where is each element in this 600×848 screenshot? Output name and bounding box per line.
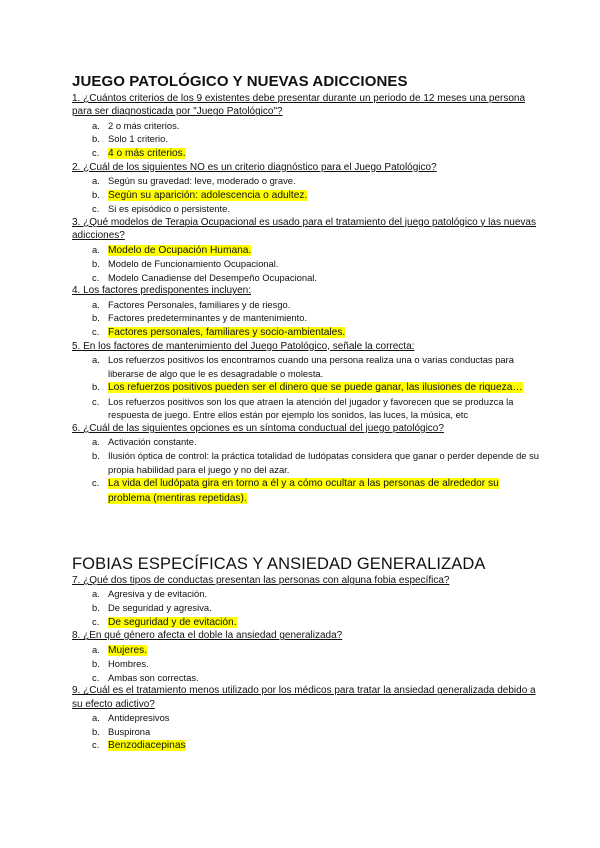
option-text: Según su gravedad: leve, moderado o grave.: [108, 175, 296, 186]
option-marker: b.: [92, 602, 100, 613]
option-marker: c.: [92, 395, 100, 407]
option-text: Ambas son correctas.: [108, 671, 199, 683]
question-block: [72, 216, 542, 285]
answer-options: [72, 298, 542, 340]
section-title: FOBIAS ESPECÍFICAS Y ANSIEDAD GENERALIZADA: [72, 555, 486, 573]
answer-option: [92, 146, 542, 161]
option-marker: c.: [92, 671, 100, 683]
option-text: Los refuerzos positivos los encontramos cuando una persona realiza una o varias conductas para liberarse de algo que le es desagradable o molesta.: [108, 353, 514, 379]
option-text: Solo 1 criterio.: [108, 133, 168, 145]
option-text: Buspirona: [108, 725, 151, 737]
answer-option: [92, 325, 542, 340]
option-text: Agresiva y de evitación.: [108, 588, 208, 600]
answer-options: [72, 435, 542, 505]
option-marker: a.: [92, 353, 100, 365]
answer-option: [92, 587, 542, 601]
option-marker: c.: [92, 147, 100, 158]
section-fobias-ansiedad: [72, 554, 542, 753]
answer-options: [72, 643, 542, 685]
option-marker: b.: [92, 133, 100, 145]
option-marker: a.: [92, 436, 100, 448]
option-text-highlighted: Los refuerzos positivos pueden ser el dinero que se puede ganar, las ilusiones de riqueza…: [108, 382, 523, 394]
question-text: 1. ¿Cuántos criterios de los 9 existentes debe presentar durante un periodo de 12 meses una persona para ser diagnosticada por "Juego Patológico"?: [72, 93, 526, 118]
option-marker: a.: [92, 298, 100, 310]
option-text-highlighted: Mujeres.: [108, 644, 148, 656]
option-text-highlighted: Según su aparición: adolescencia o adultez.: [108, 189, 308, 201]
answer-option: [92, 380, 542, 395]
option-text-highlighted: La vida del ludópata gira en torno a él y a cómo ocultar a las personas de alrededor su problema (mentiras repetidas).: [108, 478, 499, 504]
option-marker: a.: [92, 119, 100, 131]
answer-option: [92, 671, 542, 685]
option-marker: b.: [92, 725, 100, 737]
question-list: [72, 92, 542, 505]
question-block: [72, 284, 542, 339]
option-text-highlighted: 4 o más criterios.: [108, 148, 186, 159]
answer-option: [92, 657, 542, 671]
option-marker: c.: [92, 271, 100, 283]
answer-option: [92, 202, 542, 216]
answer-option: [92, 449, 542, 476]
option-marker: c.: [92, 203, 100, 215]
answer-options: [72, 119, 542, 161]
option-marker: b.: [92, 258, 100, 270]
answer-option: [92, 711, 542, 725]
answer-option: [92, 476, 542, 505]
answer-option: [92, 243, 542, 258]
option-text: Ilusión óptica de control: la práctica totalidad de ludópatas considera que ganar o perder depende de su propia habilidad para el juego y no del azar.: [108, 449, 540, 475]
option-marker: b.: [92, 381, 100, 393]
option-text-highlighted: De seguridad y de evitación.: [108, 616, 237, 628]
answer-option: [92, 435, 542, 449]
option-text: Modelo Canadiense del Desempeño Ocupacional.: [108, 271, 317, 283]
option-marker: b.: [92, 188, 100, 200]
option-text: Factores predeterminantes y de mantenimiento.: [108, 312, 308, 324]
answer-options: [72, 711, 542, 753]
option-marker: c.: [92, 477, 100, 489]
question-text: 9. ¿Cuál es el tratamiento menos utilizado por los médicos para tratar la ansiedad generalizada debido a su efecto adictivo?: [72, 685, 536, 710]
option-text: De seguridad y agresiva.: [108, 602, 212, 613]
answer-options: [72, 587, 542, 629]
option-marker: a.: [92, 588, 100, 600]
option-text: Modelo de Funcionamiento Ocupacional.: [108, 258, 279, 270]
option-marker: c.: [92, 739, 100, 751]
option-marker: a.: [92, 175, 100, 186]
option-marker: a.: [92, 243, 100, 255]
answer-option: [92, 271, 542, 285]
section-juego-patologico: [72, 72, 542, 505]
option-marker: a.: [92, 712, 100, 724]
option-text: Antidepresivos: [108, 712, 170, 724]
option-text: Los refuerzos positivos son los que atraen la atención del jugador y favorecen que se produzca la respuesta de juego. Entre ellos están por ejemplo los sonidos, las luces, la música, etc: [108, 395, 514, 421]
question-text: 7. ¿Qué dos tipos de conductas presentan las personas con alguna fobia específica?: [72, 575, 450, 586]
answer-option: [92, 395, 542, 422]
question-block: [72, 574, 542, 629]
answer-option: [92, 188, 542, 203]
option-text-highlighted: Modelo de Ocupación Humana.: [108, 244, 252, 256]
answer-option: [92, 615, 542, 630]
answer-option: [92, 311, 542, 325]
option-text: Activación constante.: [108, 436, 197, 448]
answer-option: [92, 174, 542, 188]
question-text: 2. ¿Cuál de los siguientes NO es un criterio diagnóstico para el Juego Patológico?: [72, 161, 437, 173]
option-marker: b.: [92, 312, 100, 324]
answer-option: [92, 353, 542, 380]
option-marker: b.: [92, 658, 100, 670]
option-marker: b.: [92, 449, 100, 461]
question-block: [72, 161, 542, 216]
question-text: 4. Los factores predisponentes incluyen:: [72, 285, 251, 297]
answer-options: [72, 174, 542, 216]
question-block: [72, 340, 542, 422]
answer-options: [72, 243, 542, 285]
option-text: Factores Personales, familiares y de riesgo.: [108, 298, 291, 310]
question-block: [72, 422, 542, 505]
option-text: Hombres.: [108, 658, 149, 670]
question-block: [72, 684, 542, 753]
question-text: 6. ¿Cuál de las siguientes opciones es un síntoma conductual del juego patológico?: [72, 422, 444, 434]
question-block: [72, 629, 542, 684]
answer-option: [92, 601, 542, 615]
question-block: [72, 92, 542, 161]
question-text: 8. ¿En qué género afecta el doble la ansiedad generalizada?: [72, 630, 343, 642]
answer-options: [72, 353, 542, 422]
option-text-highlighted: Benzodiacepinas: [108, 740, 186, 752]
question-text: 3. ¿Qué modelos de Terapia Ocupacional es usado para el tratamiento del juego patológico y las nuevas adicciones?: [72, 216, 536, 242]
answer-option: [92, 298, 542, 312]
answer-option: [92, 119, 542, 133]
answer-option: [92, 257, 542, 271]
question-text: 5. En los factores de mantenimiento del Juego Patológico, señale la correcta:: [72, 340, 415, 352]
answer-option: [92, 132, 542, 146]
option-marker: c.: [92, 615, 100, 627]
section-title: JUEGO PATOLÓGICO Y NUEVAS ADICCIONES: [72, 73, 408, 90]
question-list: [72, 574, 542, 753]
answer-option: [92, 725, 542, 739]
option-marker: a.: [92, 643, 100, 655]
option-text: 2 o más criterios.: [108, 119, 180, 131]
answer-option: [92, 643, 542, 658]
option-text: Si es episódico o persistente.: [108, 203, 230, 215]
option-marker: c.: [92, 325, 100, 337]
answer-option: [92, 738, 542, 753]
option-text-highlighted: Factores personales, familiares y socio-ambientales.: [108, 326, 346, 338]
